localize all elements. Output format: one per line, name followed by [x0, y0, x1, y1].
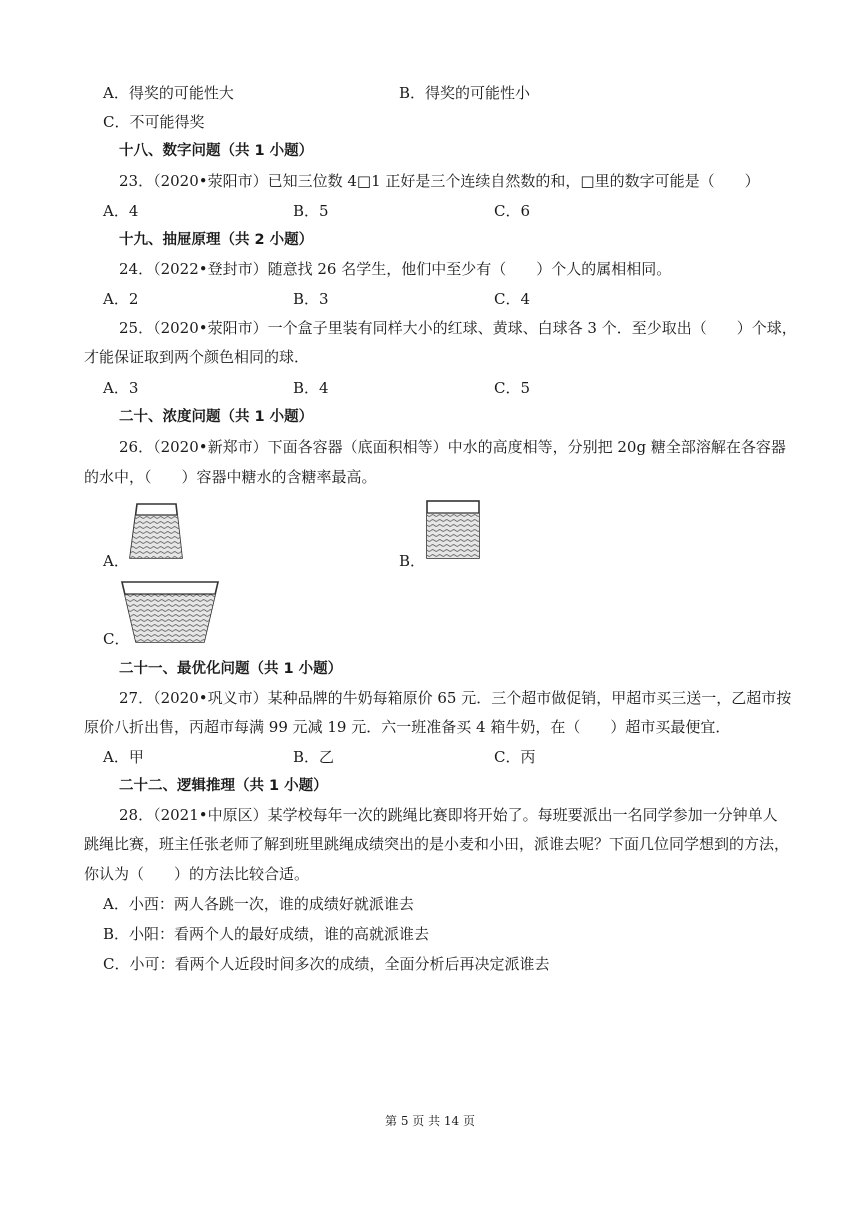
q26-text-line1: 26．（2020•新郑市）下面各容器（底面积相等）中水的高度相等，分别把 20g 糖全部溶解在各容器: [119, 438, 786, 456]
section-19-heading: 十九、抽屉原理（共 2 小题）: [119, 232, 314, 248]
q28-option-a: A．小西：两人各跳一次，谁的成绩好就派谁去: [103, 895, 414, 913]
q28-text-line2: 跳绳比赛，班主任张老师了解到班里跳绳成绩突出的是小麦和小田，派谁去呢？下面几位同学想到的方法，: [84, 835, 790, 853]
section-22-heading: 二十二、逻辑推理（共 1 小题）: [119, 778, 328, 794]
q26-option-b: B．: [399, 552, 426, 570]
q25-option-b: B．4: [293, 379, 329, 397]
container-a-figure: [124, 500, 188, 566]
q25-option-a: A．3: [103, 379, 139, 397]
q22-option-b: B．得奖的可能性小: [399, 84, 531, 102]
q24-option-b: B．3: [293, 290, 329, 308]
q25-text-line1: 25．（2020•荥阳市）一个盒子里装有同样大小的红球、黄球、白球各 3 个．至少取出（ ）个球，: [119, 319, 797, 337]
q22-option-a: A．得奖的可能性大: [103, 84, 234, 102]
q28-option-c: C．小可：看两个人近段时间多次的成绩，全面分析后再决定派谁去: [103, 955, 550, 973]
q27-text-line1: 27．（2020•巩义市）某种品牌的牛奶每箱原价 65 元．三个超市做促销，甲超市买三送一，乙超市按: [119, 689, 792, 707]
q24-text: 24．（2022•登封市）随意找 26 名学生，他们中至少有（ ）个人的属相相同。: [119, 260, 672, 278]
q24-option-c: C．4: [494, 290, 531, 308]
q23-option-a: A．4: [103, 202, 139, 220]
page-footer: 第 5 页 共 14 页: [385, 1114, 475, 1128]
q23-text: 23．（2020•荥阳市）已知三位数 4□1 正好是三个连续自然数的和，□里的数字可能是（ ）: [119, 172, 760, 190]
q23-option-c: C．6: [494, 202, 531, 220]
q28-text-line3: 你认为（ ）的方法比较合适。: [84, 865, 310, 883]
q22-option-c: C．不可能得奖: [103, 113, 205, 131]
section-20-heading: 二十、浓度问题（共 1 小题）: [119, 409, 314, 425]
q26-option-c: C．: [103, 630, 130, 648]
container-c-figure: [118, 578, 222, 648]
section-18-heading: 十八、数字问题（共 1 小题）: [119, 143, 314, 159]
q26-option-a: A．: [103, 552, 129, 570]
q27-text-line2: 原价八折出售，丙超市每满 99 元减 19 元．六一班准备买 4 箱牛奶，在（ ）超市买最便宜．: [84, 718, 731, 736]
q25-text-line2: 才能保证取到两个颜色相同的球．: [84, 348, 310, 366]
section-21-heading: 二十一、最优化问题（共 1 小题）: [119, 661, 343, 677]
q28-text-line1: 28．（2021•中原区）某学校每年一次的跳绳比赛即将开始了。每班要派出一名同学参加一分钟单人: [119, 806, 778, 824]
q24-option-a: A．2: [103, 290, 139, 308]
q23-option-b: B．5: [293, 202, 329, 220]
container-b-figure: [424, 498, 482, 562]
q27-option-c: C．丙: [494, 748, 536, 766]
q28-option-b: B．小阳：看两个人的最好成绩，谁的高就派谁去: [103, 925, 430, 943]
q26-text-line2: 的水中，（ ）容器中糖水的含糖率最高。: [84, 468, 377, 486]
q27-option-b: B．乙: [293, 748, 335, 766]
q25-option-c: C．5: [494, 379, 531, 397]
q27-option-a: A．甲: [103, 748, 144, 766]
